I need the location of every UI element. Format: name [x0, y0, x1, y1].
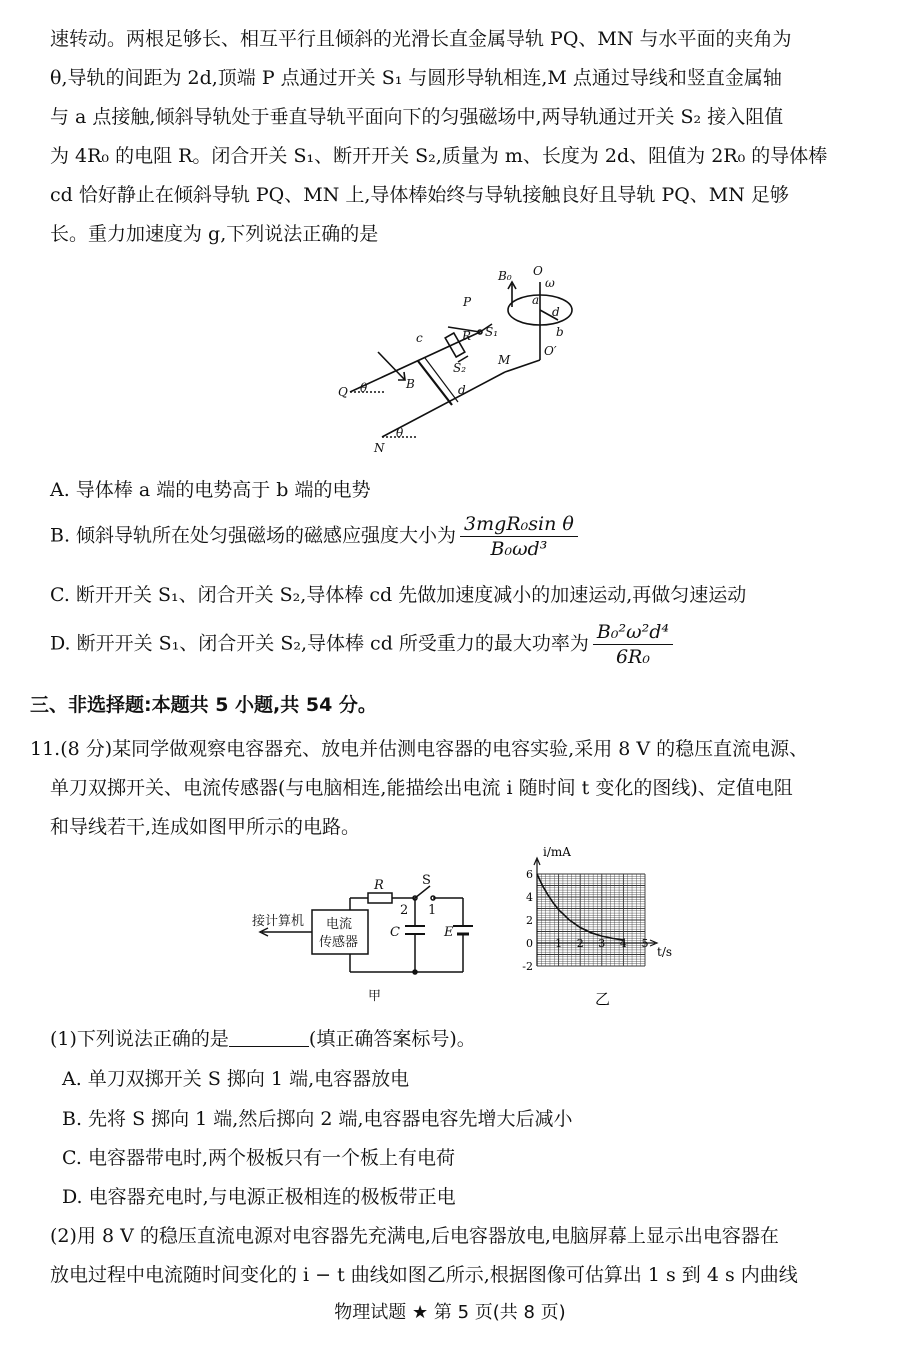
y-tick-label: 2 — [526, 914, 533, 927]
y-tick-label: 0 — [526, 937, 533, 950]
x-tick-label: 2 — [576, 937, 584, 950]
label-S1: S₁ — [485, 325, 499, 339]
label-d-circle: d — [552, 305, 560, 319]
label-Q: Q — [338, 385, 348, 399]
label-R: R — [374, 878, 384, 893]
stem-line: 与 a 点接触,倾斜导轨处于垂直导轨平面向下的匀强磁场中,两导轨通过开关 S₂ 接入阻值 — [50, 106, 784, 128]
option-b-numerator: 3mgR₀sin θ — [460, 512, 578, 537]
q11-sub2-line: 放电过程中电流随时间变化的 i − t 曲线如图乙所示,根据图像可估算出 1 s 到 4 s 内曲线 — [50, 1264, 798, 1286]
discharge-chart — [505, 842, 685, 1012]
q11-line: 单刀双掷开关、电流传感器(与电脑相连,能描绘出电流 i 随时间 t 变化的图线)、定值电阻 — [50, 777, 793, 799]
sensor-label-1: 电流 — [326, 917, 353, 932]
label-B: B — [406, 377, 415, 391]
page-footer: 物理试题 ★ 第 5 页(共 8 页) — [334, 1302, 566, 1323]
y-tick-label: -2 — [522, 960, 533, 973]
x-tick-label: 1 — [555, 937, 563, 950]
label-a: a — [532, 293, 540, 307]
label-pos1: 1 — [428, 903, 437, 918]
label-E: E — [444, 925, 454, 940]
rail-figure — [330, 262, 600, 462]
label-theta2: θ — [396, 426, 404, 440]
x-tick-label: 4 — [619, 937, 627, 950]
label-B0: B₀ — [498, 269, 512, 283]
option-d — [50, 620, 673, 669]
y-axis-label: i/mA — [543, 845, 571, 859]
label-theta1: θ — [360, 381, 368, 395]
option-b — [50, 512, 578, 561]
q11-option-d: D. 电容器充电时,与电源正极相连的极板带正电 — [62, 1186, 456, 1208]
x-tick-label: 3 — [598, 937, 606, 950]
label-M: M — [498, 353, 511, 367]
option-d-denominator: 6R₀ — [615, 646, 650, 668]
label-d-rod: d — [458, 383, 466, 397]
label-pos2: 2 — [400, 903, 409, 918]
label-P: P — [463, 295, 472, 309]
label-c: c — [416, 331, 423, 345]
y-tick-label: 6 — [526, 868, 533, 881]
caption-yi: 乙 — [595, 990, 611, 1008]
circuit-figure — [250, 870, 480, 1010]
x-tick-label: 5 — [641, 937, 649, 950]
label-omega: ω — [545, 276, 555, 290]
option-c: C. 断开开关 S₁、闭合开关 S₂,导体棒 cd 先做加速度减小的加速运动,再做匀速运动 — [50, 584, 747, 606]
q11-option-b: B. 先将 S 掷向 1 端,然后掷向 2 端,电容器电容先增大后减小 — [62, 1108, 573, 1130]
sensor-label-2: 传感器 — [319, 935, 359, 950]
q11-line: 和导线若干,连成如图甲所示的电路。 — [50, 816, 361, 838]
q11-sub2-line: (2)用 8 V 的稳压直流电源对电容器先充满电,后电容器放电,电脑屏幕上显示出电容器在 — [50, 1225, 779, 1247]
label-O: O — [533, 264, 543, 278]
q11-option-c: C. 电容器带电时,两个极板只有一个板上有电荷 — [62, 1147, 455, 1169]
x-axis-label: t/s — [657, 945, 673, 959]
to-computer-label: 接计算机 — [252, 914, 305, 929]
label-O-prime: O′ — [544, 344, 557, 358]
caption-jia: 甲 — [368, 989, 382, 1004]
stem-line: 速转动。两根足够长、相互平行且倾斜的光滑长直金属导轨 PQ、MN 与水平面的夹角为 — [50, 28, 792, 50]
chart-grid — [537, 874, 645, 966]
option-d-numerator: B₀²ω²d⁴ — [593, 620, 673, 645]
stem-line: 为 4R₀ 的电阻 R。闭合开关 S₁、断开开关 S₂,质量为 m、长度为 2d、阻值为 2R₀ 的导体棒 — [50, 145, 828, 167]
stem-line: 长。重力加速度为 g,下列说法正确的是 — [50, 223, 379, 245]
label-S: S — [422, 873, 431, 888]
q11-sub1-text: (1)下列说法正确的是 — [50, 1028, 229, 1050]
label-C: C — [390, 925, 400, 940]
option-b-text: B. 倾斜导轨所在处匀强磁场的磁感应强度大小为 — [50, 524, 457, 547]
stem-line: θ,导轨的间距为 2d,顶端 P 点通过开关 S₁ 与圆形导轨相连,M 点通过导线和竖直金属轴 — [50, 67, 782, 89]
section-title: 三、非选择题:本题共 5 小题,共 54 分。 — [30, 694, 377, 716]
q11-line: 11.(8 分)某同学做观察电容器充、放电并估测电容器的电容实验,采用 8 V 的稳压直流电源、 — [30, 738, 809, 760]
q11-sub1 — [50, 1024, 476, 1051]
q11-option-a: A. 单刀双掷开关 S 掷向 1 端,电容器放电 — [62, 1068, 410, 1090]
label-b: b — [556, 325, 564, 339]
stem-line: cd 恰好静止在倾斜导轨 PQ、MN 上,导体棒始终与导轨接触良好且导轨 PQ、MN 足够 — [50, 184, 789, 206]
option-b-fraction — [460, 512, 578, 561]
option-d-text: D. 断开开关 S₁、闭合开关 S₂,导体棒 cd 所受重力的最大功率为 — [50, 632, 589, 655]
resistor-R — [368, 893, 392, 903]
q11-sub1-suffix: (填正确答案标号)。 — [308, 1028, 476, 1050]
y-tick-label: 4 — [526, 891, 533, 904]
option-d-fraction — [593, 620, 673, 669]
rod-cd — [418, 361, 452, 405]
answer-blank[interactable] — [229, 1028, 309, 1047]
label-N: N — [374, 441, 385, 455]
option-a: A. 导体棒 a 端的电势高于 b 端的电势 — [50, 479, 371, 501]
label-S2: S₂ — [453, 361, 467, 375]
option-b-denominator: B₀ωd³ — [490, 538, 548, 560]
label-R: R — [462, 329, 472, 343]
